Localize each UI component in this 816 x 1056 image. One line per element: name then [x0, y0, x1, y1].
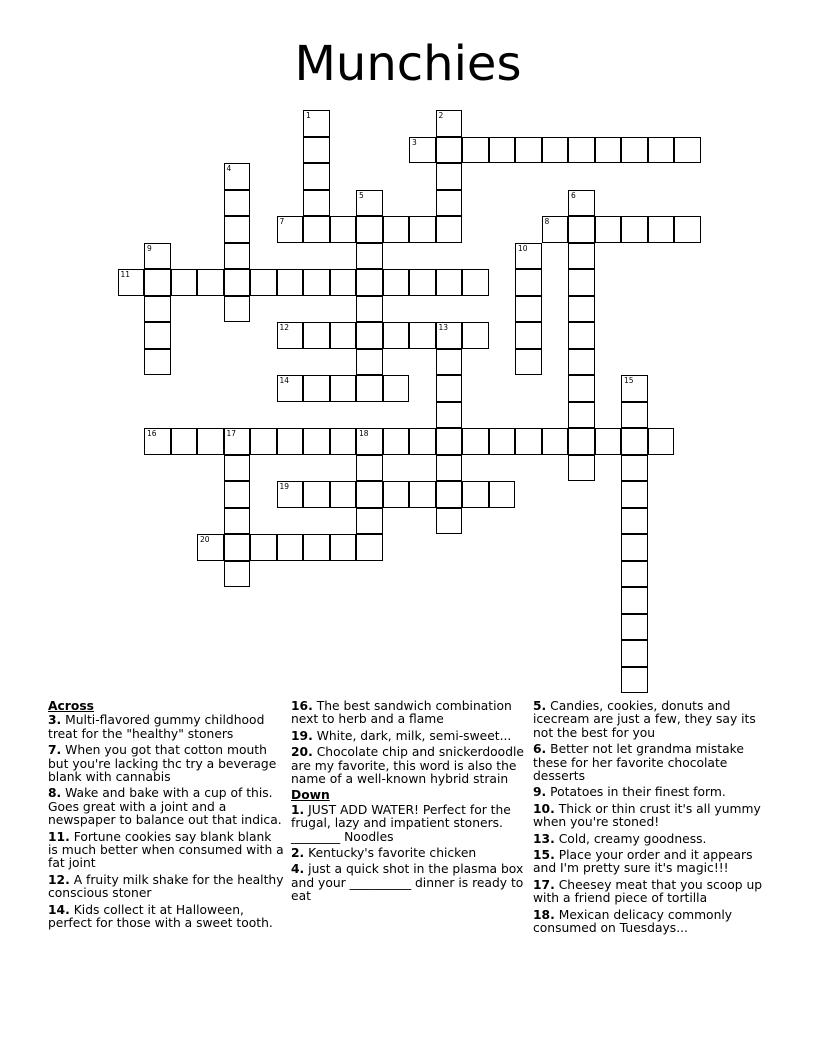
- cell-number: 8: [544, 217, 550, 226]
- clue-down-13: [533, 833, 769, 846]
- clue-number: 14.: [48, 902, 70, 917]
- cell-number: 5: [359, 190, 364, 200]
- cell-number: 6: [571, 190, 576, 200]
- grid-cell[interactable]: [648, 216, 675, 243]
- grid-cell[interactable]: [303, 269, 330, 296]
- grid-cell[interactable]: [197, 534, 224, 561]
- grid-cell[interactable]: [303, 137, 330, 164]
- grid-cell[interactable]: [621, 455, 648, 482]
- grid-cell[interactable]: [383, 375, 410, 402]
- cell-number: 17: [226, 429, 237, 438]
- grid-cell[interactable]: [224, 534, 251, 561]
- clue-text: A fruity milk shake for the healthy conscious stoner: [48, 872, 284, 901]
- clue-number: 13.: [533, 831, 555, 846]
- clue-text: Potatoes in their finest form.: [550, 785, 726, 800]
- clue-down-6: [533, 743, 769, 783]
- grid-cell[interactable]: [568, 402, 595, 429]
- grid-cell[interactable]: [436, 322, 463, 349]
- clue-number: 1.: [291, 802, 305, 817]
- grid-cell[interactable]: [197, 428, 224, 455]
- grid-cell[interactable]: [648, 137, 675, 164]
- grid-cell[interactable]: [436, 269, 463, 296]
- cell-number: 14: [279, 376, 290, 385]
- grid-cell[interactable]: [303, 375, 330, 402]
- grid-cell[interactable]: [330, 322, 357, 349]
- grid-cell[interactable]: [568, 216, 595, 243]
- grid-cell[interactable]: [568, 349, 595, 376]
- grid-cell[interactable]: [224, 243, 251, 270]
- grid-cell[interactable]: [409, 269, 436, 296]
- grid-cell[interactable]: [621, 216, 648, 243]
- clue-across-20: [291, 746, 527, 786]
- grid-cell[interactable]: [330, 534, 357, 561]
- grid-cell[interactable]: [224, 481, 251, 508]
- grid-cell[interactable]: [277, 216, 304, 243]
- grid-cell[interactable]: [144, 349, 171, 376]
- grid-cell[interactable]: [621, 587, 648, 614]
- cell-number: 9: [147, 243, 152, 253]
- grid-cell[interactable]: [303, 110, 330, 137]
- clue-text: Kids collect it at Halloween, perfect for those with a sweet tooth.: [48, 902, 273, 931]
- grid-cell[interactable]: [330, 269, 357, 296]
- clue-text: Thick or thin crust it's all yummy when you're stoned!: [533, 801, 761, 830]
- cell-number: 12: [279, 323, 290, 332]
- grid-cell[interactable]: [436, 402, 463, 429]
- clue-text: Wake and bake with a cup of this. Goes great with a joint and a newspaper to balance out that indica.: [48, 786, 282, 828]
- grid-cell[interactable]: [621, 402, 648, 429]
- grid-cell[interactable]: [462, 481, 489, 508]
- grid-cell[interactable]: [621, 614, 648, 641]
- grid-cell[interactable]: [303, 163, 330, 190]
- grid-cell[interactable]: [224, 216, 251, 243]
- grid-cell[interactable]: [356, 375, 383, 402]
- clue-number: 7.: [48, 743, 62, 758]
- clue-number: 15.: [533, 848, 555, 863]
- grid-cell[interactable]: [568, 322, 595, 349]
- grid-cell[interactable]: [144, 296, 171, 323]
- grid-cell[interactable]: [224, 296, 251, 323]
- grid-cell[interactable]: [436, 190, 463, 217]
- grid-cell[interactable]: [595, 216, 622, 243]
- down-header: Down: [291, 788, 330, 803]
- cell-number: 13: [438, 323, 449, 332]
- grid-cell[interactable]: [568, 269, 595, 296]
- grid-cell[interactable]: [436, 163, 463, 190]
- grid-cell[interactable]: [568, 137, 595, 164]
- clue-down-4: [291, 863, 527, 903]
- cell-number: 11: [120, 270, 131, 279]
- puzzle-title: Munchies: [294, 36, 522, 92]
- grid-cell[interactable]: [568, 243, 595, 270]
- cell-number: 19: [279, 482, 290, 491]
- clue-down-17: [533, 879, 769, 906]
- grid-cell[interactable]: [277, 481, 304, 508]
- grid-cell[interactable]: [568, 455, 595, 482]
- grid-cell[interactable]: [595, 428, 622, 455]
- grid-cell[interactable]: [621, 375, 648, 402]
- grid-cell[interactable]: [171, 269, 198, 296]
- cell-number: 7: [279, 217, 285, 226]
- clue-text: Chocolate chip and snickerdoodle are my favorite, this word is also the name of a well-known hybrid strain: [291, 745, 524, 787]
- clue-number: 10.: [533, 801, 555, 816]
- grid-cell[interactable]: [356, 481, 383, 508]
- clue-number: 8.: [48, 786, 62, 801]
- grid-cell[interactable]: [224, 428, 251, 455]
- grid-cell[interactable]: [144, 428, 171, 455]
- grid-cell[interactable]: [621, 428, 648, 455]
- grid-cell[interactable]: [568, 375, 595, 402]
- grid-cell[interactable]: [674, 216, 701, 243]
- clue-across-14: [48, 904, 284, 931]
- clue-number: 6.: [533, 742, 547, 757]
- clue-across-7: [48, 744, 284, 784]
- grid-cell[interactable]: [356, 296, 383, 323]
- clue-down-1: [291, 804, 527, 844]
- clue-text: just a quick shot in the plasma box and your __________ dinner is ready to eat: [291, 862, 524, 904]
- grid-cell[interactable]: [383, 269, 410, 296]
- clue-number: 5.: [533, 699, 547, 713]
- clue-text: Place your order and it appears and I'm pretty sure it's magic!!!: [533, 848, 753, 876]
- clue-number: 16.: [291, 699, 313, 713]
- grid-cell[interactable]: [436, 481, 463, 508]
- clue-text: Multi-flavored gummy childhood treat for the "healthy" stoners: [48, 713, 265, 741]
- cell-number: 3: [412, 137, 417, 147]
- grid-cell[interactable]: [144, 269, 171, 296]
- grid-cell[interactable]: [277, 375, 304, 402]
- grid-cell[interactable]: [621, 534, 648, 561]
- clue-across-12: [48, 874, 284, 901]
- clue-down-18: [533, 909, 769, 936]
- grid-cell[interactable]: [197, 269, 224, 296]
- grid-cell[interactable]: [595, 137, 622, 164]
- grid-cell[interactable]: [250, 269, 277, 296]
- grid-cell[interactable]: [515, 243, 542, 270]
- grid-cell[interactable]: [303, 428, 330, 455]
- clue-number: 17.: [533, 877, 555, 892]
- cell-number: 10: [518, 243, 528, 253]
- grid-cell[interactable]: [436, 428, 463, 455]
- clue-number: 20.: [291, 745, 313, 760]
- grid-cell[interactable]: [224, 269, 251, 296]
- grid-cell[interactable]: [409, 322, 436, 349]
- grid-cell[interactable]: [648, 428, 675, 455]
- grid-cell[interactable]: [462, 322, 489, 349]
- grid-cell[interactable]: [224, 561, 251, 588]
- clue-across-3: [48, 714, 284, 741]
- grid-cell[interactable]: [303, 481, 330, 508]
- clue-down-2: [291, 847, 527, 860]
- grid-cell[interactable]: [356, 455, 383, 482]
- grid-cell[interactable]: [356, 322, 383, 349]
- grid-cell[interactable]: [568, 296, 595, 323]
- grid-cell[interactable]: [489, 137, 516, 164]
- grid-cell[interactable]: [356, 269, 383, 296]
- clue-text: The best sandwich combination next to herb and a flame: [291, 699, 512, 727]
- grid-cell[interactable]: [462, 269, 489, 296]
- clue-number: 11.: [48, 829, 70, 844]
- clue-text: Fortune cookies say blank blank is much better when consumed with a fat joint: [48, 829, 284, 871]
- grid-cell[interactable]: [542, 216, 569, 243]
- grid-cell[interactable]: [303, 190, 330, 217]
- grid-cell[interactable]: [515, 269, 542, 296]
- cell-number: 2: [438, 111, 444, 120]
- grid-cell[interactable]: [436, 137, 463, 164]
- cell-number: 4: [226, 164, 232, 173]
- grid-cell[interactable]: [409, 428, 436, 455]
- clue-down-5: [533, 700, 769, 740]
- grid-cell[interactable]: [515, 428, 542, 455]
- grid-cell[interactable]: [409, 216, 436, 243]
- grid-cell[interactable]: [621, 640, 648, 667]
- cell-number: 15: [624, 376, 634, 385]
- cell-number: 18: [359, 429, 369, 438]
- grid-cell[interactable]: [303, 322, 330, 349]
- grid-cell[interactable]: [224, 508, 251, 535]
- cell-number: 20: [200, 535, 210, 544]
- grid-cell[interactable]: [436, 216, 463, 243]
- grid-cell[interactable]: [171, 428, 198, 455]
- across-header: Across: [48, 699, 94, 713]
- clue-number: 3.: [48, 713, 62, 728]
- clue-text: When you got that cotton mouth but you're lacking thc try a beverage blank with cannabis: [48, 743, 277, 785]
- grid-cell[interactable]: [330, 375, 357, 402]
- clue-down-9: [533, 786, 769, 799]
- grid-cell[interactable]: [489, 481, 516, 508]
- grid-cell[interactable]: [356, 243, 383, 270]
- grid-cell[interactable]: [462, 428, 489, 455]
- grid-cell[interactable]: [383, 428, 410, 455]
- clue-text: White, dark, milk, semi-sweet...: [316, 728, 512, 743]
- grid-cell[interactable]: [515, 137, 542, 164]
- grid-cell[interactable]: [542, 428, 569, 455]
- grid-cell[interactable]: [436, 110, 463, 137]
- grid-cell[interactable]: [436, 375, 463, 402]
- grid-cell[interactable]: [330, 428, 357, 455]
- clue-down-10: [533, 803, 769, 830]
- grid-cell[interactable]: [621, 481, 648, 508]
- grid-cell[interactable]: [356, 534, 383, 561]
- clue-column-1: [48, 700, 284, 934]
- grid-cell[interactable]: [515, 322, 542, 349]
- grid-cell[interactable]: [224, 190, 251, 217]
- grid-cell[interactable]: [674, 137, 701, 164]
- grid-cell[interactable]: [489, 428, 516, 455]
- grid-cell[interactable]: [436, 349, 463, 376]
- clue-number: 12.: [48, 872, 70, 887]
- grid-cell[interactable]: [224, 455, 251, 482]
- grid-cell[interactable]: [568, 428, 595, 455]
- grid-cell[interactable]: [462, 137, 489, 164]
- clue-text: Cold, creamy goodness.: [558, 831, 707, 846]
- grid-cell[interactable]: [118, 269, 145, 296]
- cell-number: 16: [147, 429, 157, 438]
- grid-cell[interactable]: [277, 534, 304, 561]
- grid-cell[interactable]: [383, 322, 410, 349]
- grid-cell[interactable]: [330, 216, 357, 243]
- grid-cell[interactable]: [409, 481, 436, 508]
- grid-cell[interactable]: [303, 534, 330, 561]
- clue-text: Better not let grandma mistake these for her favorite chocolate desserts: [533, 742, 744, 784]
- grid-cell[interactable]: [303, 216, 330, 243]
- grid-cell[interactable]: [224, 163, 251, 190]
- grid-cell[interactable]: [277, 322, 304, 349]
- grid-cell[interactable]: [277, 428, 304, 455]
- clue-across-8: [48, 787, 284, 827]
- clue-text: Cheesey meat that you scoop up with a friend piece of tortilla: [533, 877, 763, 906]
- grid-cell[interactable]: [542, 137, 569, 164]
- grid-cell[interactable]: [409, 137, 436, 164]
- grid-cell[interactable]: [621, 667, 648, 694]
- clue-down-15: [533, 849, 769, 876]
- clue-text: Kentucky's favorite chicken: [308, 846, 477, 861]
- clue-number: 18.: [533, 907, 555, 922]
- grid-cell[interactable]: [356, 190, 383, 217]
- grid-cell[interactable]: [144, 243, 171, 270]
- grid-cell[interactable]: [383, 481, 410, 508]
- clue-text: Candies, cookies, donuts and icecream are just a few, they say its not the best for you: [533, 699, 756, 740]
- grid-cell[interactable]: [330, 481, 357, 508]
- grid-cell[interactable]: [356, 428, 383, 455]
- grid-cell[interactable]: [144, 322, 171, 349]
- clue-across-11: [48, 831, 284, 871]
- grid-cell[interactable]: [621, 508, 648, 535]
- grid-cell[interactable]: [568, 190, 595, 217]
- grid-cell[interactable]: [436, 455, 463, 482]
- grid-cell[interactable]: [515, 349, 542, 376]
- grid-cell[interactable]: [356, 508, 383, 535]
- clue-column-3: [533, 700, 769, 939]
- grid-cell[interactable]: [383, 216, 410, 243]
- grid-cell[interactable]: [621, 561, 648, 588]
- clue-across-19: [291, 730, 527, 743]
- grid-cell[interactable]: [356, 216, 383, 243]
- clue-text: Mexican delicacy commonly consumed on Tuesdays...: [533, 907, 733, 936]
- grid-cell[interactable]: [277, 269, 304, 296]
- clue-across-16: [291, 700, 527, 727]
- clue-number: 4.: [291, 862, 305, 877]
- clue-number: 19.: [291, 728, 313, 743]
- grid-cell[interactable]: [250, 428, 277, 455]
- cell-number: 1: [306, 111, 311, 120]
- clue-number: 2.: [291, 846, 305, 861]
- grid-cell[interactable]: [515, 296, 542, 323]
- clue-column-2: [291, 700, 527, 907]
- grid-cell[interactable]: [250, 534, 277, 561]
- clue-number: 9.: [533, 785, 547, 800]
- grid-cell[interactable]: [621, 137, 648, 164]
- grid-cell[interactable]: [356, 349, 383, 376]
- clue-text: JUST ADD WATER! Perfect for the frugal, lazy and impatient stoners. ________ Noodles: [291, 802, 511, 844]
- grid-cell[interactable]: [436, 508, 463, 535]
